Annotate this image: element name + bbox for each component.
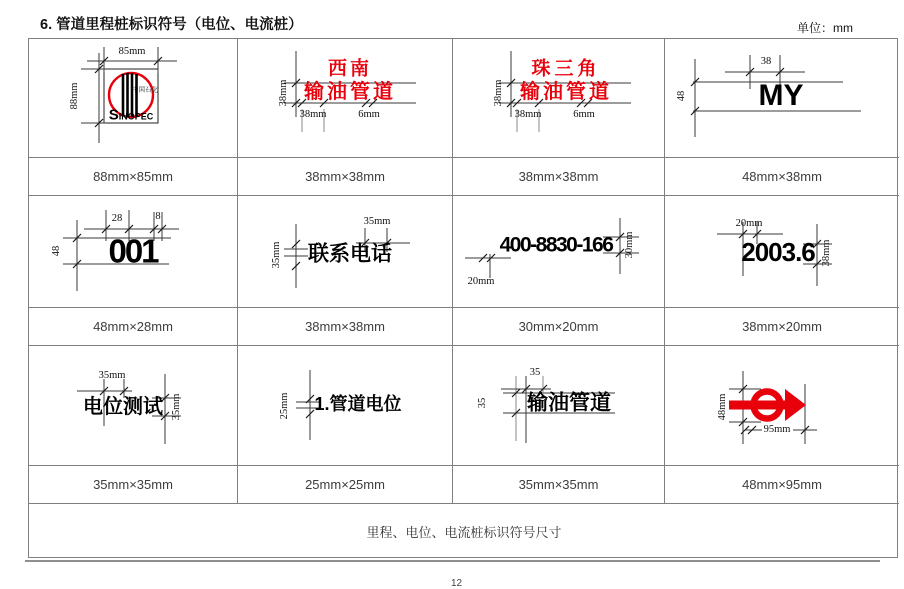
size-cell-date	[665, 308, 899, 346]
size-cell-001	[29, 308, 238, 346]
size-cell-contact	[238, 308, 453, 346]
mark-text-line2: 输油管道	[304, 81, 396, 103]
dim-label-top-b: 8	[155, 210, 161, 222]
mark-text: 400-8830-166	[499, 233, 613, 257]
size-cell-sinopec	[29, 158, 238, 196]
dim-label-top: 85mm	[118, 45, 146, 57]
page-number: 12	[451, 578, 463, 589]
mark-cell-xinan	[238, 39, 453, 158]
mark-text: 001	[108, 232, 158, 270]
size-cell-phone	[453, 308, 665, 346]
dim-label-top: 35	[529, 366, 541, 378]
size-cell-zhusanjiao	[453, 158, 665, 196]
dim-label-left: 38mm	[492, 79, 504, 107]
dim-label-bottom: 20mm	[467, 275, 495, 287]
mark-text: 1.管道电位	[314, 394, 402, 414]
dim-label-left: 35	[476, 397, 488, 409]
mark-cell-pipe-potential	[238, 346, 453, 466]
dim-label-top: 35mm	[98, 369, 126, 381]
size-label: 35mm×35mm	[93, 477, 173, 492]
dim-label-bottom-a: 38mm	[299, 108, 327, 120]
mark-text: 2003.6	[741, 237, 815, 267]
size-cell-flow-arrow	[665, 466, 899, 504]
dim-label-bottom-b: 6mm	[358, 108, 380, 120]
mark-text: 输油管道	[527, 391, 611, 415]
caption-text: 里程、电位、电流桩标识符号尺寸	[366, 525, 562, 540]
mark-cell-contact	[238, 196, 453, 308]
size-label: 30mm×20mm	[518, 319, 599, 334]
mark-text-line2: 输油管道	[520, 81, 612, 103]
mark-cell-potential-test	[29, 346, 238, 466]
dim-label-left: 25mm	[278, 392, 290, 420]
dim-label-right: 30mm	[623, 231, 635, 259]
mark-cell-flow-arrow	[665, 346, 899, 466]
mark-text-line1: 珠三角	[531, 58, 601, 80]
dim-label-top: 20mm	[735, 217, 763, 229]
size-label: 25mm×25mm	[305, 477, 385, 492]
mark-cell-sinopec	[29, 39, 238, 158]
dim-label-left: 48	[50, 245, 62, 257]
dim-label-bottom-a: 38mm	[514, 108, 542, 120]
size-cell-xinan	[238, 158, 453, 196]
dim-label-left: 35mm	[270, 241, 282, 269]
mark-cell-zhusanjiao	[453, 39, 665, 158]
dim-label-left: 88mm	[68, 82, 80, 110]
size-label: 38mm×38mm	[518, 169, 599, 184]
flow-arrow-symbol	[665, 346, 899, 466]
size-label: 48mm×38mm	[742, 169, 822, 184]
dim-label-left: 48	[675, 90, 687, 102]
size-label: 48mm×95mm	[742, 477, 822, 492]
sinopec-logo-cn-text: 中国石化	[132, 86, 158, 94]
dim-label-right: 35mm	[170, 393, 182, 421]
size-label: 88mm×85mm	[93, 169, 173, 184]
footer-rule	[25, 560, 880, 562]
size-label: 38mm×20mm	[742, 319, 822, 334]
size-label: 35mm×35mm	[518, 477, 599, 492]
size-label: 38mm×38mm	[305, 319, 385, 334]
size-label: 38mm×38mm	[305, 169, 385, 184]
mark-text: 电位测试	[83, 396, 163, 418]
size-cell-potential-test	[29, 466, 238, 504]
table-caption	[29, 504, 899, 559]
dim-label-left: 38mm	[277, 79, 289, 107]
dim-label-top-a: 28	[111, 212, 123, 224]
mark-cell-date	[665, 196, 899, 308]
mark-cell-my	[665, 39, 899, 158]
dim-label-top: 38	[760, 55, 772, 67]
mark-text: MY	[758, 79, 804, 112]
page-title: 6. 管道里程桩标识符号（电位、电流桩）	[40, 17, 303, 33]
dim-label-bottom: 95mm	[763, 423, 791, 435]
size-cell-pipe-potential	[238, 466, 453, 504]
dim-label-bottom-b: 6mm	[573, 108, 595, 120]
mark-cell-oil-pipeline	[453, 346, 665, 466]
size-label: 48mm×28mm	[93, 319, 173, 334]
size-cell-my	[665, 158, 899, 196]
mark-text: 联系电话	[308, 242, 392, 266]
mark-text-line1: 西南	[327, 58, 373, 80]
dim-label-left: 48mm	[716, 393, 728, 421]
sinopec-logo-en-text: SINOPEC	[108, 106, 154, 124]
dim-label-top: 35mm	[363, 215, 391, 227]
size-cell-oil-pipeline	[453, 466, 665, 504]
mark-cell-001	[29, 196, 238, 308]
mark-cell-phone	[453, 196, 665, 308]
marker-table	[28, 38, 898, 558]
dim-label-right: 38mm	[820, 239, 832, 267]
unit-label: 单位：mm	[797, 21, 853, 35]
